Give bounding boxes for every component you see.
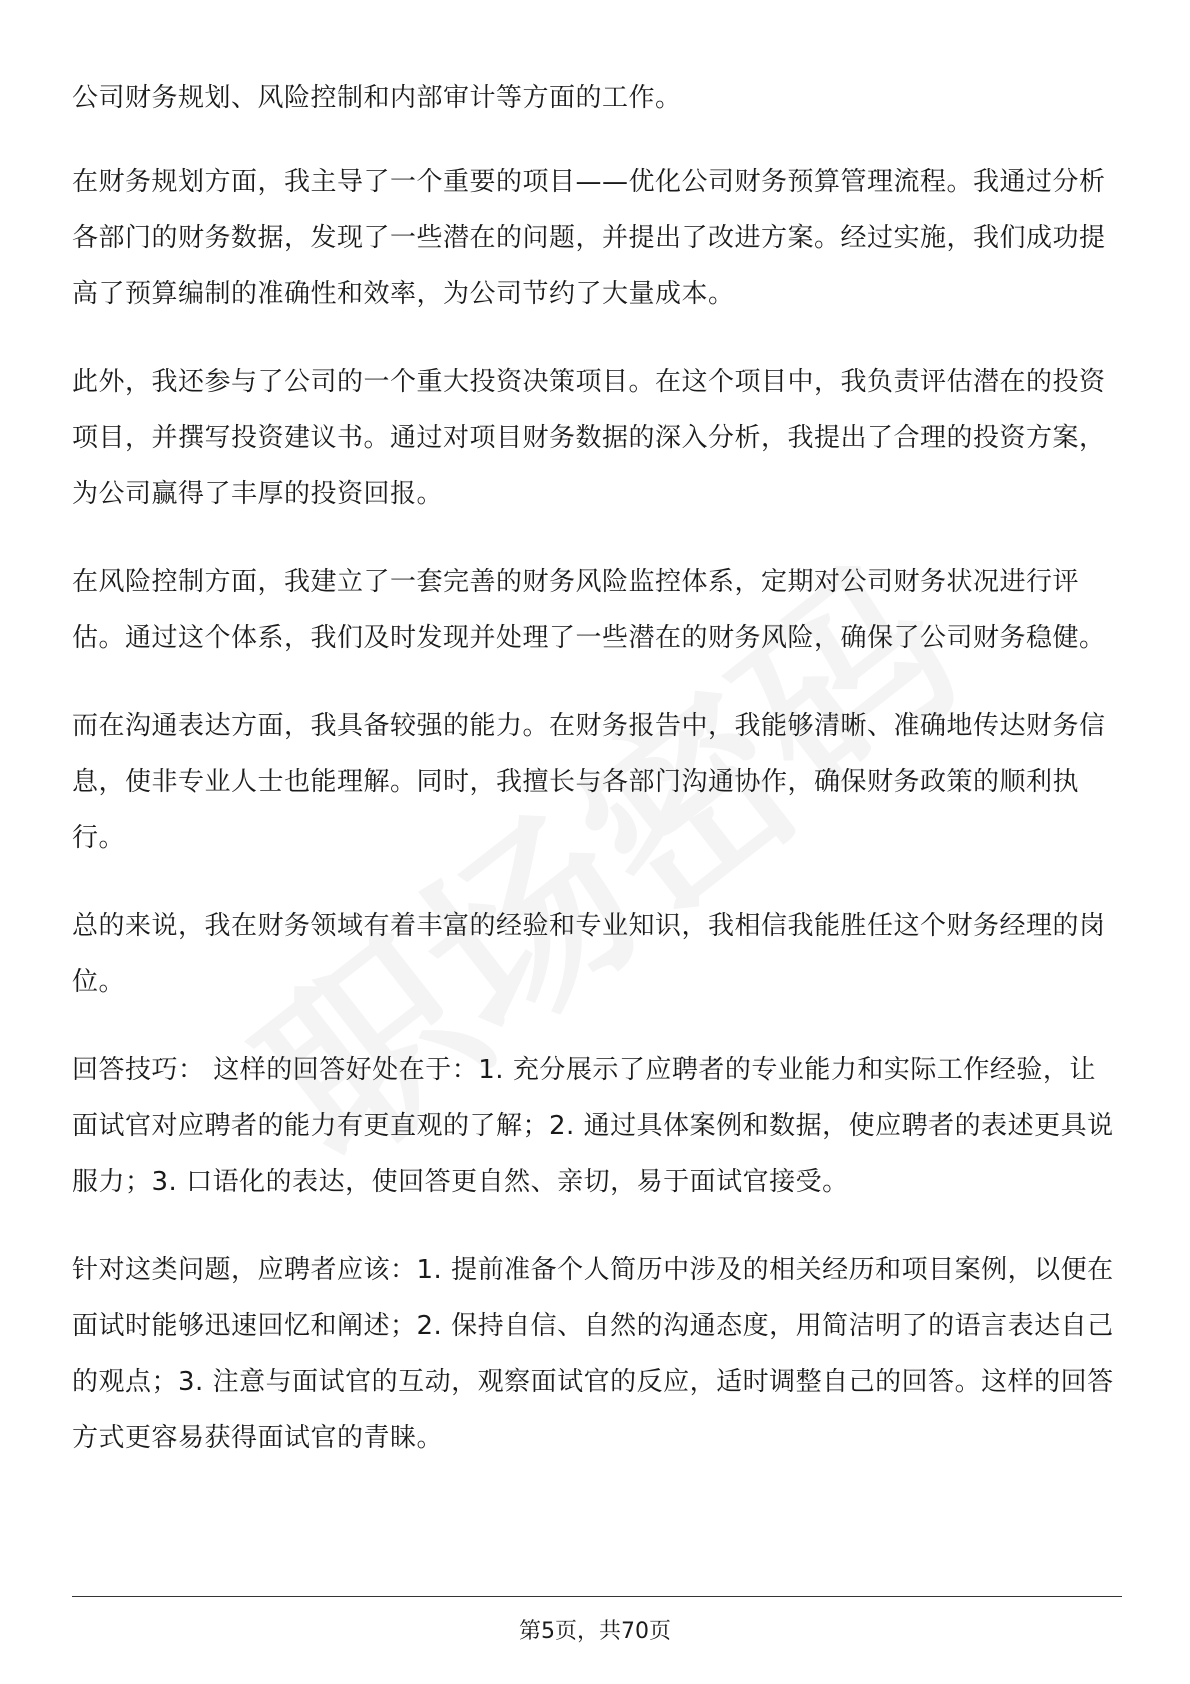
paragraph: 在财务规划方面，我主导了一个重要的项目——优化公司财务预算管理流程。我通过分析各部门的财务数据，发现了一些潜在的问题，并提出了改进方案。经过实施，我们成功提高了预算编制的准确性和效率，为公司节约了大量成本。: [72, 167, 1106, 309]
paragraph: 回答技巧： 这样的回答好处在于：1. 充分展示了应聘者的专业能力和实际工作经验，让面试官对应聘者的能力有更直观的了解；2. 通过具体案例和数据，使应聘者的表述更具说服力；3. 口语化的表达，使回答更自然、亲切，易于面试官接受。: [72, 1055, 1114, 1197]
paragraph: 此外，我还参与了公司的一个重大投资决策项目。在这个项目中，我负责评估潜在的投资项目，并撰写投资建议书。通过对项目财务数据的深入分析，我提出了合理的投资方案，为公司赢得了丰厚的投资回报。: [72, 367, 1106, 509]
footer-divider: [72, 1596, 1122, 1597]
paragraph: 总的来说，我在财务领域有着丰富的经验和专业知识，我相信我能胜任这个财务经理的岗位。: [72, 911, 1106, 997]
paragraph: 针对这类问题，应聘者应该：1. 提前准备个人简历中涉及的相关经历和项目案例，以便在面试时能够迅速回忆和阐述；2. 保持自信、自然的沟通态度，用简洁明了的语言表达自己的观点；3. 注意与面试官的互动，观察面试官的反应，适时调整自己的回答。这样的回答方式更容易获得面试官的青睐。: [72, 1255, 1114, 1453]
page-number: 第5页，共70页: [519, 1619, 671, 1644]
document-body: [72, 70, 1122, 1498]
paragraph: 在风险控制方面，我建立了一套完善的财务风险监控体系，定期对公司财务状况进行评估。通过这个体系，我们及时发现并处理了一些潜在的财务风险，确保了公司财务稳健。: [72, 567, 1106, 653]
paragraph: 而在沟通表达方面，我具备较强的能力。在财务报告中，我能够清晰、准确地传达财务信息，使非专业人士也能理解。同时，我擅长与各部门沟通协作，确保财务政策的顺利执行。: [72, 711, 1106, 853]
paragraph: 公司财务规划、风险控制和内部审计等方面的工作。: [72, 83, 682, 113]
